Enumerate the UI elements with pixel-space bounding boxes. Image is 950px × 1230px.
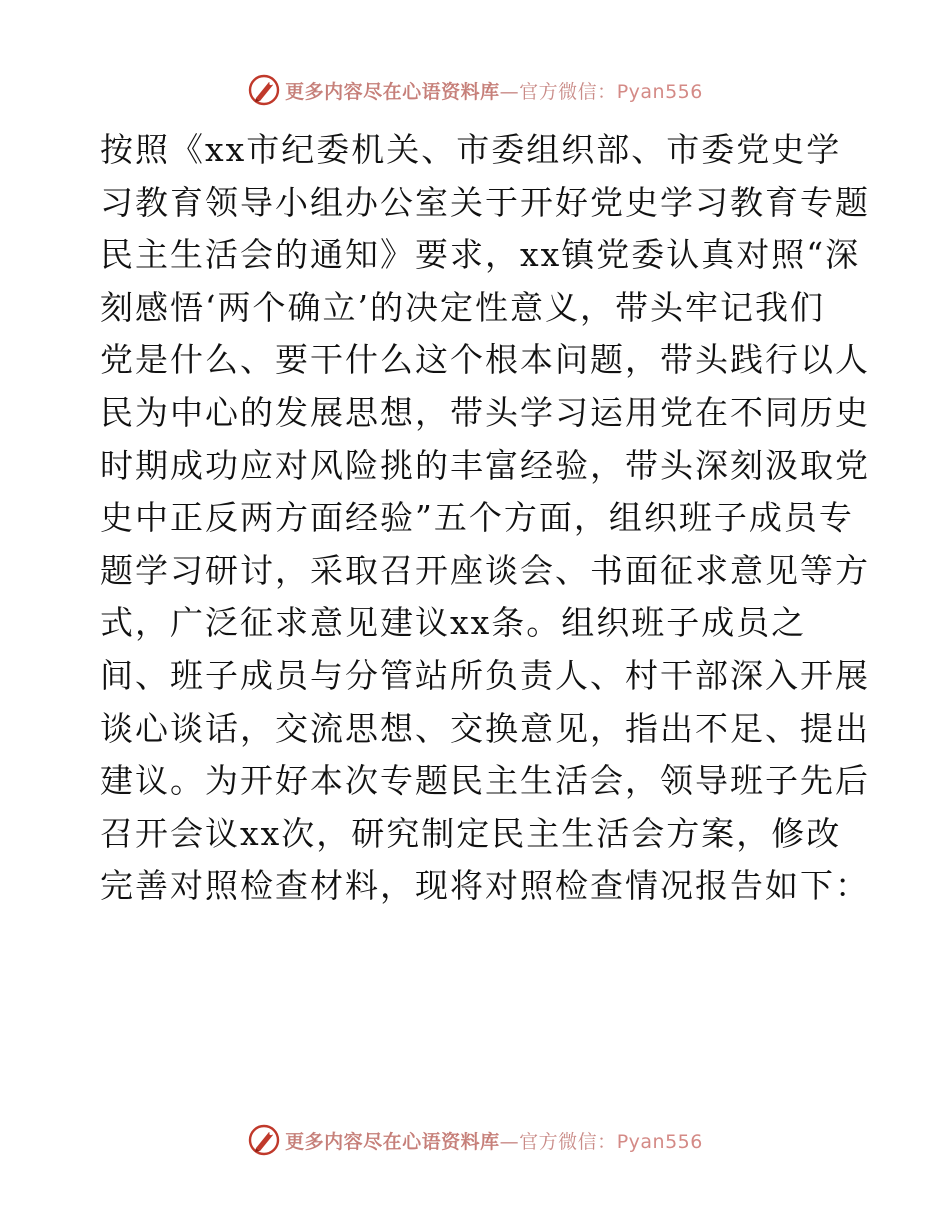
body-line: 习教育领导小组办公室关于开好党史学习教育专题 [100, 182, 870, 222]
watermark-channel: 官方微信： [519, 1130, 617, 1153]
body-line: 间、班子成员与分管站所负责人、村干部深入开展 [100, 655, 870, 695]
body-line: 时期成功应对风险挑的丰富经验，带头深刻汲取党 [100, 445, 870, 485]
watermark-separator: — [499, 1130, 520, 1153]
body-line: 民主生活会的通知》要求，xx镇党委认真对照“深 [100, 235, 861, 275]
header-watermark [0, 70, 950, 110]
document-body [100, 124, 870, 913]
body-line: 民为中心的发展思想，带头学习运用党在不同历史 [100, 392, 870, 432]
pen-logo-icon [247, 1123, 281, 1157]
watermark-id: Pyan556 [616, 1130, 703, 1153]
body-line: 谈心谈话，交流思想、交换意见，指出不足、提出 [100, 708, 870, 748]
pen-logo-icon [247, 73, 281, 107]
body-line: 题学习研讨，采取召开座谈会、书面征求意见等方 [100, 550, 870, 590]
body-line: 式，广泛征求意见建议xx条。组织班子成员之 [100, 603, 807, 643]
footer-watermark [0, 1120, 950, 1160]
watermark-brand: 更多内容尽在心语资料库 [285, 80, 500, 103]
watermark-brand: 更多内容尽在心语资料库 [285, 1130, 500, 1153]
body-line: 党是什么、要干什么这个根本问题，带头践行以人 [100, 340, 870, 380]
watermark-id: Pyan556 [616, 80, 703, 103]
body-line: 按照《xx市纪委机关、市委组织部、市委党史学 [100, 130, 842, 169]
body-line: 刻感悟‘两个确立’的决定性意义，带头牢记我们 [100, 287, 825, 327]
body-line: 建议。为开好本次专题民主生活会，领导班子先后 [100, 761, 870, 801]
body-line: 完善对照检查材料，现将对照检查情况报告如下： [100, 866, 870, 906]
watermark-channel: 官方微信： [519, 80, 617, 103]
body-line: 召开会议xx次，研究制定民主生活会方案，修改 [100, 813, 842, 853]
body-line: 史中正反两方面经验”五个方面，组织班子成员专 [100, 498, 854, 538]
watermark-separator: — [499, 80, 520, 103]
